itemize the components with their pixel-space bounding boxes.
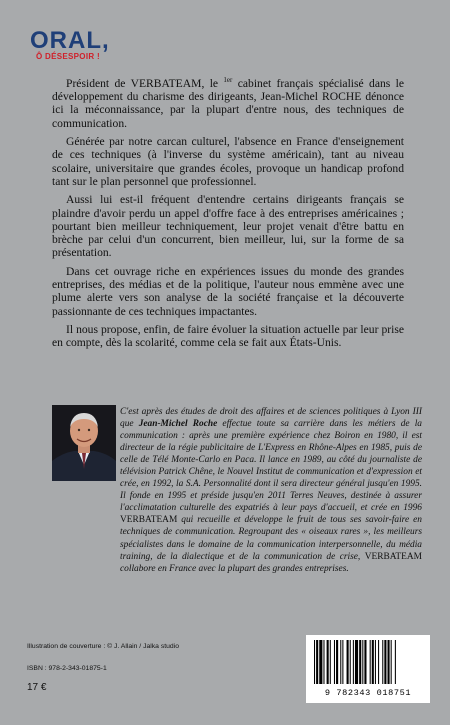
company-name: VERBATEAM	[120, 515, 178, 526]
isbn: ISBN : 978-2-343-01875-1	[27, 665, 107, 672]
author-name: Jean-Michel Roche	[138, 419, 218, 430]
book-subtitle: Ô DÉSESPOIR !	[36, 52, 100, 61]
blurb-paragraph-1: Président de VERBATEAM, le $^{1er}$ cabinet français spécialisé dans le développement du charisme des dirigeants, Jean-Michel ROCHE dénonce ici la méconnaissance, par la plupart d'entre nous, des techniques de communication.	[52, 76, 404, 130]
blurb-paragraph-3: Aussi lui est-il fréquent d'entendre certains dirigeants français se plaindre d'avoir perdu un appel d'offre face à des entreprises américaines ; pourtant bien meilleur techniquement, leur projet venait d'être battu en brèche par celui d'un concurrent, bien meilleur, lui, sur la forme de sa présentation.	[52, 193, 404, 260]
illustration-credit: Illustration de couverture : © J. Allain / Jalka studio	[27, 643, 179, 650]
company-name: VERBATEAM	[364, 551, 422, 562]
book-title: ORAL,	[30, 27, 110, 54]
barcode	[306, 635, 430, 703]
author-portrait-illustration	[52, 405, 116, 481]
barcode-bars	[306, 635, 430, 687]
blurb	[52, 74, 404, 355]
price: 17 €	[27, 682, 47, 693]
barcode-number: 9 782343 018751	[324, 688, 412, 698]
blurb-paragraph-4: Dans cet ouvrage riche en expériences issues du monde des grandes entreprises, des médias et de la politique, l'auteur nous emmène avec une plume alerte vers son analyse de la société française et la découverte passionnante de ces techniques impactantes.	[52, 264, 404, 318]
author-bio: C'est après des études de droit des affaires et de sciences politiques à Lyon III que Jean-Michel Roche effectue toute sa carrière dans les métiers de la communication : après une première expérience chez Boiron en 1980, il est directeur de la régie publicitaire de L'Express en Rhône-Alpes en 1985, puis de celle de Télé Monte-Carlo en Paca. Il lance en 1989, au côté du journaliste de télévision Patrick Chêne, le Nouvel Institut de communication et d'expression et crée, en 1992, la S.A. Personnalité dont il sera directeur général jusqu'en 1995. Il fonde en 1995 et préside jusqu'en 2011 Terres Neuves, destinée à assurer l'acclimatation culturelle des expatriés à leur pays d'accueil, et crée en 1996 VERBATEAM qui recueille et développe le fruit de tous ses savoir-faire en techniques de communication. Regroupant des « oiseaux rares », les meilleurs spécialistes dans le domaine de la communication interpersonnelle, du média training, de la dialectique et de la communication de crise, VERBATEAM collabore en France avec la plupart des grandes entreprises.	[120, 407, 422, 574]
blurb-paragraph-5: Il nous propose, enfin, de faire évoluer la situation actuelle par leur prise en compte, dès la scolarité, comme cela se fait aux États-Unis.	[52, 322, 404, 350]
author-portrait	[52, 405, 116, 481]
blurb-paragraph-2: Générée par notre carcan culturel, l'absence en France d'enseignement de ces techniques (à l'inverse du système américain), tant au niveau scolaire, universitaire que grandes écoles, provoque un handicap profond tant sur le plan personnel que professionnel.	[52, 135, 404, 188]
